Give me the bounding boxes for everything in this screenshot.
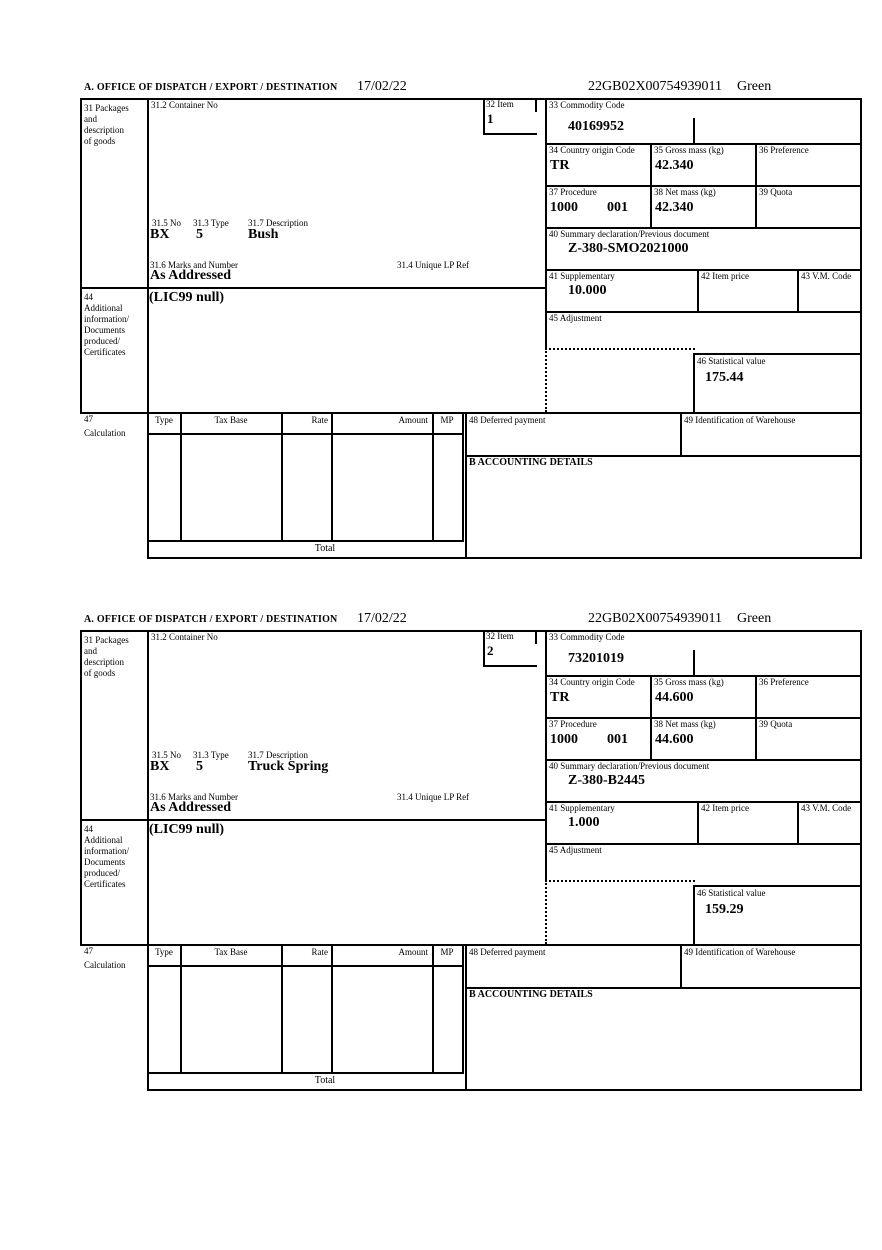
country-origin-label: 34 Country origin Code [549,677,635,687]
border-line [80,944,862,946]
declaration-date: 17/02/22 [357,79,407,94]
procedure-code-field: 1000 [550,732,578,747]
item-number-field: 2 [487,643,494,658]
calc-table-line [331,944,333,1074]
item-box-border [535,98,537,112]
dotted-divider [545,880,695,882]
border-line [697,801,699,845]
calc-header-amount: Amount [398,415,428,425]
item-box-border [483,665,537,667]
box31-label: 31 Packages [84,635,129,645]
description-label: 31.7 Description [248,750,308,760]
border-line [147,98,149,559]
box44-label: produced/ [84,868,120,878]
net-mass-field: 42.340 [655,200,694,215]
dotted-divider [545,348,695,350]
box44-label: 44 [84,824,93,834]
mrn-number: 22GB02X00754939011 [588,611,723,626]
calc-header-rate: Rate [311,947,328,957]
border-line [860,98,862,559]
goods-description-field: Bush [248,227,279,242]
supplementary-units-field: 1.000 [568,815,600,830]
item-label: 32 Item [486,631,514,641]
gross-mass-field: 44.600 [655,690,694,705]
commodity-code-field: 40169952 [568,119,624,134]
package-count-field: BX [150,759,170,774]
statistical-value-label: 46 Statistical value [697,888,766,898]
box44-label: information/ [84,314,129,324]
calc-table-line [432,944,434,1074]
border-line [80,412,862,414]
commodity-code-field: 73201019 [568,651,624,666]
box47-label: 47 [84,414,93,424]
statistical-value-field: 175.44 [705,370,744,385]
border-line [147,630,149,1091]
calc-header-taxbase: Tax Base [214,415,248,425]
summary-declaration-label: 40 Summary declaration/Previous document [549,761,710,771]
net-mass-label: 38 Net mass (kg) [654,719,716,729]
calc-table-line [281,944,283,1074]
box31-label: description [84,657,124,667]
box47-label: 47 [84,946,93,956]
accounting-details-label: B ACCOUNTING DETAILS [469,989,593,1000]
vm-code-label: 43 V.M. Code [801,803,852,813]
dotted-divider [545,348,547,412]
routing-status: Green [737,611,772,626]
box44-label: Additional [84,835,123,845]
dotted-divider [545,880,547,944]
package-count-field: BX [150,227,170,242]
calc-table-line [462,944,464,1074]
box44-label: 44 [84,292,93,302]
border-line [147,557,862,559]
item-price-label: 42 Item price [701,803,749,813]
calc-header-amount: Amount [398,947,428,957]
supplementary-label: 41 Supplementary [549,271,615,281]
border-line [697,269,699,313]
box31-label: and [84,646,97,656]
item-number-field: 1 [487,111,494,126]
calc-table-line [462,412,464,542]
package-type-label: 31.3 Type [193,750,229,760]
calc-table-line [331,412,333,542]
calc-table-line [180,412,182,542]
calc-table-line [147,1072,464,1074]
additional-info-field: (LIC99 null) [149,822,225,837]
package-no-label: 31.5 No [152,218,181,228]
border-line [80,98,82,414]
declaration-item-section [80,610,862,1092]
calc-table-line [281,412,283,542]
quota-label: 39 Quota [759,719,793,729]
warehouse-id-label: 49 Identification of Warehouse [684,947,796,957]
border-line [650,143,652,229]
goods-description-field: Truck Spring [248,759,329,774]
calc-total-label: Total [314,543,336,554]
mrn-number: 22GB02X00754939011 [588,79,723,94]
border-line [797,269,799,313]
gross-mass-label: 35 Gross mass (kg) [654,145,724,155]
unique-lp-ref-label: 31.4 Unique LP Ref [397,792,470,802]
country-origin-label: 34 Country origin Code [549,145,635,155]
box44-label: Certificates [84,347,126,357]
declaration-date: 17/02/22 [357,611,407,626]
net-mass-field: 44.600 [655,732,694,747]
routing-status: Green [737,79,772,94]
deferred-payment-label: 48 Deferred payment [469,415,546,425]
border-line [693,885,695,946]
package-type-field: 5 [196,759,203,774]
item-label: 32 Item [486,99,514,109]
summary-declaration-field: Z-380-SMO2021000 [568,241,689,256]
border-line [80,819,547,821]
procedure-code2-field: 001 [607,200,628,215]
border-line [755,675,757,761]
commodity-code-label: 33 Commodity Code [549,100,625,110]
border-line [755,143,757,229]
marks-numbers-field: As Addressed [150,268,232,283]
supplementary-label: 41 Supplementary [549,803,615,813]
calc-header-rate: Rate [311,415,328,425]
box44-label: information/ [84,846,129,856]
item-box-border [483,98,485,135]
description-label: 31.7 Description [248,218,308,228]
border-line [693,353,695,414]
marks-numbers-label: 31.6 Marks and Number [150,792,238,802]
calc-total-label: Total [314,1075,336,1086]
unique-lp-ref-label: 31.4 Unique LP Ref [397,260,470,270]
declaration-page [80,78,862,1092]
box44-label: Documents [84,325,125,335]
procedure-code-field: 1000 [550,200,578,215]
container-no-label: 31.2 Container No [151,632,218,642]
border-line [650,675,652,761]
adjustment-label: 45 Adjustment [549,313,602,323]
summary-declaration-label: 40 Summary declaration/Previous document [549,229,710,239]
box44-label: Documents [84,857,125,867]
procedure-label: 37 Procedure [549,187,597,197]
box31-label: of goods [84,136,116,146]
item-box-border [483,133,537,135]
accounting-details-label: B ACCOUNTING DETAILS [469,457,593,468]
box44-label: produced/ [84,336,120,346]
calc-table-line [147,965,464,967]
quota-label: 39 Quota [759,187,793,197]
procedure-code2-field: 001 [607,732,628,747]
preference-label: 36 Preference [759,145,809,155]
procedure-label: 37 Procedure [549,719,597,729]
calc-header-mp: MP [440,415,454,425]
calc-table-line [180,944,182,1074]
summary-declaration-field: Z-380-B2445 [568,773,645,788]
calc-header-taxbase: Tax Base [214,947,248,957]
box31-label: of goods [84,668,116,678]
border-line [693,885,862,887]
country-origin-field: TR [550,158,570,173]
box44-label: Certificates [84,879,126,889]
adjustment-label: 45 Adjustment [549,845,602,855]
calc-header-type: Type [155,415,173,425]
box44-label: Additional [84,303,123,313]
preference-label: 36 Preference [759,677,809,687]
statistical-value-label: 46 Statistical value [697,356,766,366]
supplementary-units-field: 10.000 [568,283,607,298]
package-type-label: 31.3 Type [193,218,229,228]
warehouse-id-label: 49 Identification of Warehouse [684,415,796,425]
calc-table-line [465,412,467,559]
item-price-label: 42 Item price [701,271,749,281]
commodity-code-divider [693,118,695,145]
box31-label: description [84,125,124,135]
border-line [797,801,799,845]
border-line [80,630,82,946]
border-line [147,1089,862,1091]
item-box-border [483,630,485,667]
marks-numbers-label: 31.6 Marks and Number [150,260,238,270]
box31-label: and [84,114,97,124]
item-box-border [535,630,537,644]
declaration-item-section [80,78,862,560]
office-of-dispatch-label: A. OFFICE OF DISPATCH / EXPORT / DESTINATION [84,614,338,625]
gross-mass-label: 35 Gross mass (kg) [654,677,724,687]
box31-label: 31 Packages [84,103,129,113]
border-line [80,287,547,289]
statistical-value-field: 159.29 [705,902,744,917]
calc-table-line [465,944,467,1091]
marks-numbers-field: As Addressed [150,800,232,815]
calc-table-line [432,412,434,542]
gross-mass-field: 42.340 [655,158,694,173]
country-origin-field: TR [550,690,570,705]
border-line [860,630,862,1091]
commodity-code-divider [693,650,695,677]
office-of-dispatch-label: A. OFFICE OF DISPATCH / EXPORT / DESTINATION [84,82,338,93]
calc-table-line [147,433,464,435]
calc-table-line [147,540,464,542]
package-type-field: 5 [196,227,203,242]
deferred-payment-label: 48 Deferred payment [469,947,546,957]
calc-table-line [680,412,682,457]
package-no-label: 31.5 No [152,750,181,760]
vm-code-label: 43 V.M. Code [801,271,852,281]
net-mass-label: 38 Net mass (kg) [654,187,716,197]
box47-label: Calculation [84,428,126,438]
calc-table-line [680,944,682,989]
calc-header-type: Type [155,947,173,957]
box47-label: Calculation [84,960,126,970]
container-no-label: 31.2 Container No [151,100,218,110]
additional-info-field: (LIC99 null) [149,290,225,305]
commodity-code-label: 33 Commodity Code [549,632,625,642]
border-line [693,353,862,355]
calc-header-mp: MP [440,947,454,957]
